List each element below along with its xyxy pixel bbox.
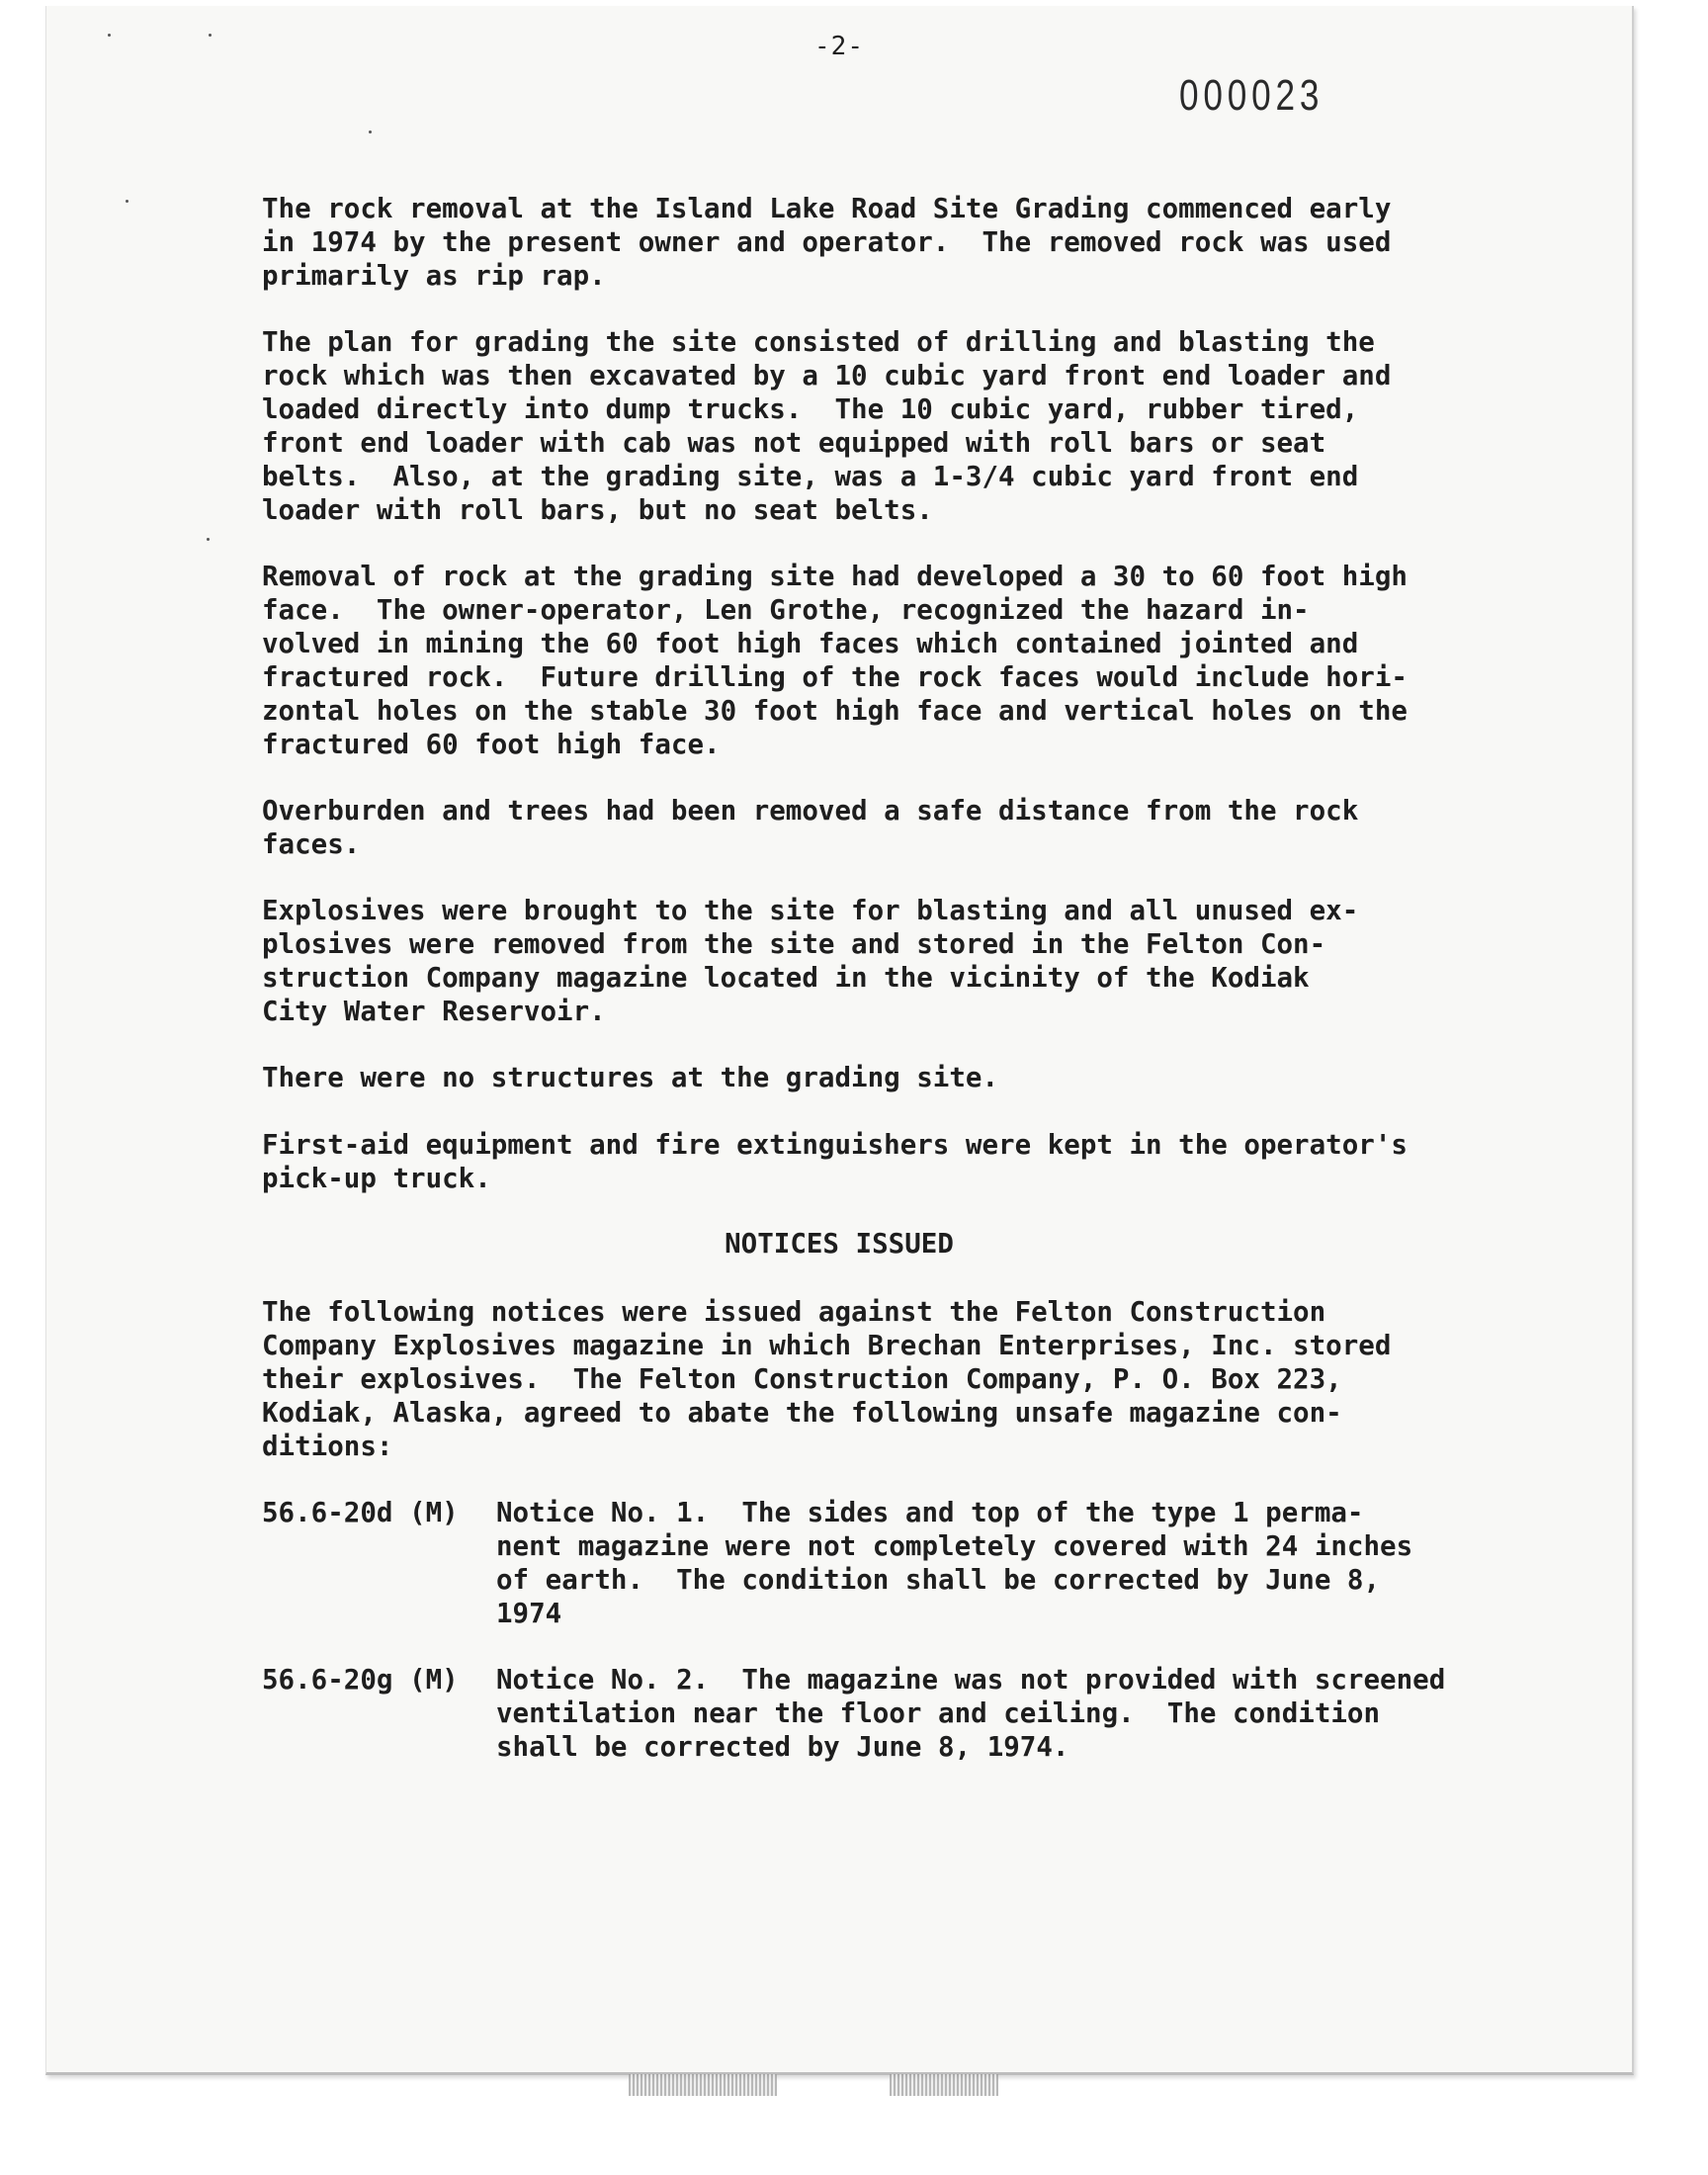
notice-text: Notice No. 2. The magazine was not provided with screened ventilation near the floor and ceiling. The condition shall be corrected by June 8, 1974. — [496, 1664, 1446, 1763]
scan-speck — [369, 130, 372, 133]
scan-speck — [209, 34, 212, 37]
scan-artifact-bar — [629, 2074, 777, 2096]
scan-artifact-bar — [890, 2074, 998, 2096]
notice-text: Notice No. 1. The sides and top of the type 1 perma- nent magazine were not completely covered with 24 inches of earth. The condition shall be corrected by June 8, 1974 — [496, 1497, 1413, 1629]
paragraph-structures: There were no structures at the grading site. — [262, 1062, 999, 1093]
document-number: 000023 — [1179, 71, 1324, 120]
paragraph-rock-removal: The rock removal at the Island Lake Road Site Grading commenced early in 1974 by the present owner and operator. The removed rock was used primarily as rip rap. — [262, 193, 1392, 292]
scan-speck — [108, 34, 111, 37]
paragraph-rock-faces: Removal of rock at the grading site had developed a 30 to 60 foot high face. The owner-operator, Len Grothe, recognized the hazard in- volved in mining the 60 foot high faces which contained jointed and fractured rock. Future drilling of the rock faces would include hori- zontal holes on the stable 30 foot high face and vertical holes on the fractured 60 foot high face. — [262, 561, 1408, 760]
notice-code: 56.6-20d (M) — [262, 1497, 459, 1528]
paragraph-notices-intro: The following notices were issued against the Felton Construction Company Explosives magazine in which Brechan Enterprises, Inc. stored their explosives. The Felton Construction Company, P. O. Box 223, Kodiak, Alaska, agreed to abate the following unsafe magazine con- ditions: — [262, 1296, 1392, 1462]
scan-speck — [126, 200, 128, 203]
scan-speck — [207, 538, 210, 541]
document-page — [45, 6, 1634, 2075]
paragraph-first-aid: First-aid equipment and fire extinguishers were kept in the operator's pick-up truck. — [262, 1129, 1408, 1194]
section-heading-notices: NOTICES ISSUED — [725, 1228, 954, 1260]
paragraph-explosives: Explosives were brought to the site for blasting and all unused ex- plosives were removed from the site and stored in the Felton Con- struction Company magazine located in the vicinity of the Kodiak City Water Reservoir. — [262, 895, 1359, 1027]
paragraph-overburden: Overburden and trees had been removed a safe distance from the rock faces. — [262, 795, 1359, 860]
notice-code: 56.6-20g (M) — [262, 1664, 459, 1696]
paragraph-grading-plan: The plan for grading the site consisted of drilling and blasting the rock which was then excavated by a 10 cubic yard front end loader and loaded directly into dump trucks. The 10 cubic yard, rubber tired, front end loader with cab was not equipped with roll bars or seat belts. Also, at the grading site, was a 1-3/4 cubic yard front end loader with roll bars, but no seat belts. — [262, 326, 1392, 526]
page-number: -2- — [814, 32, 864, 61]
